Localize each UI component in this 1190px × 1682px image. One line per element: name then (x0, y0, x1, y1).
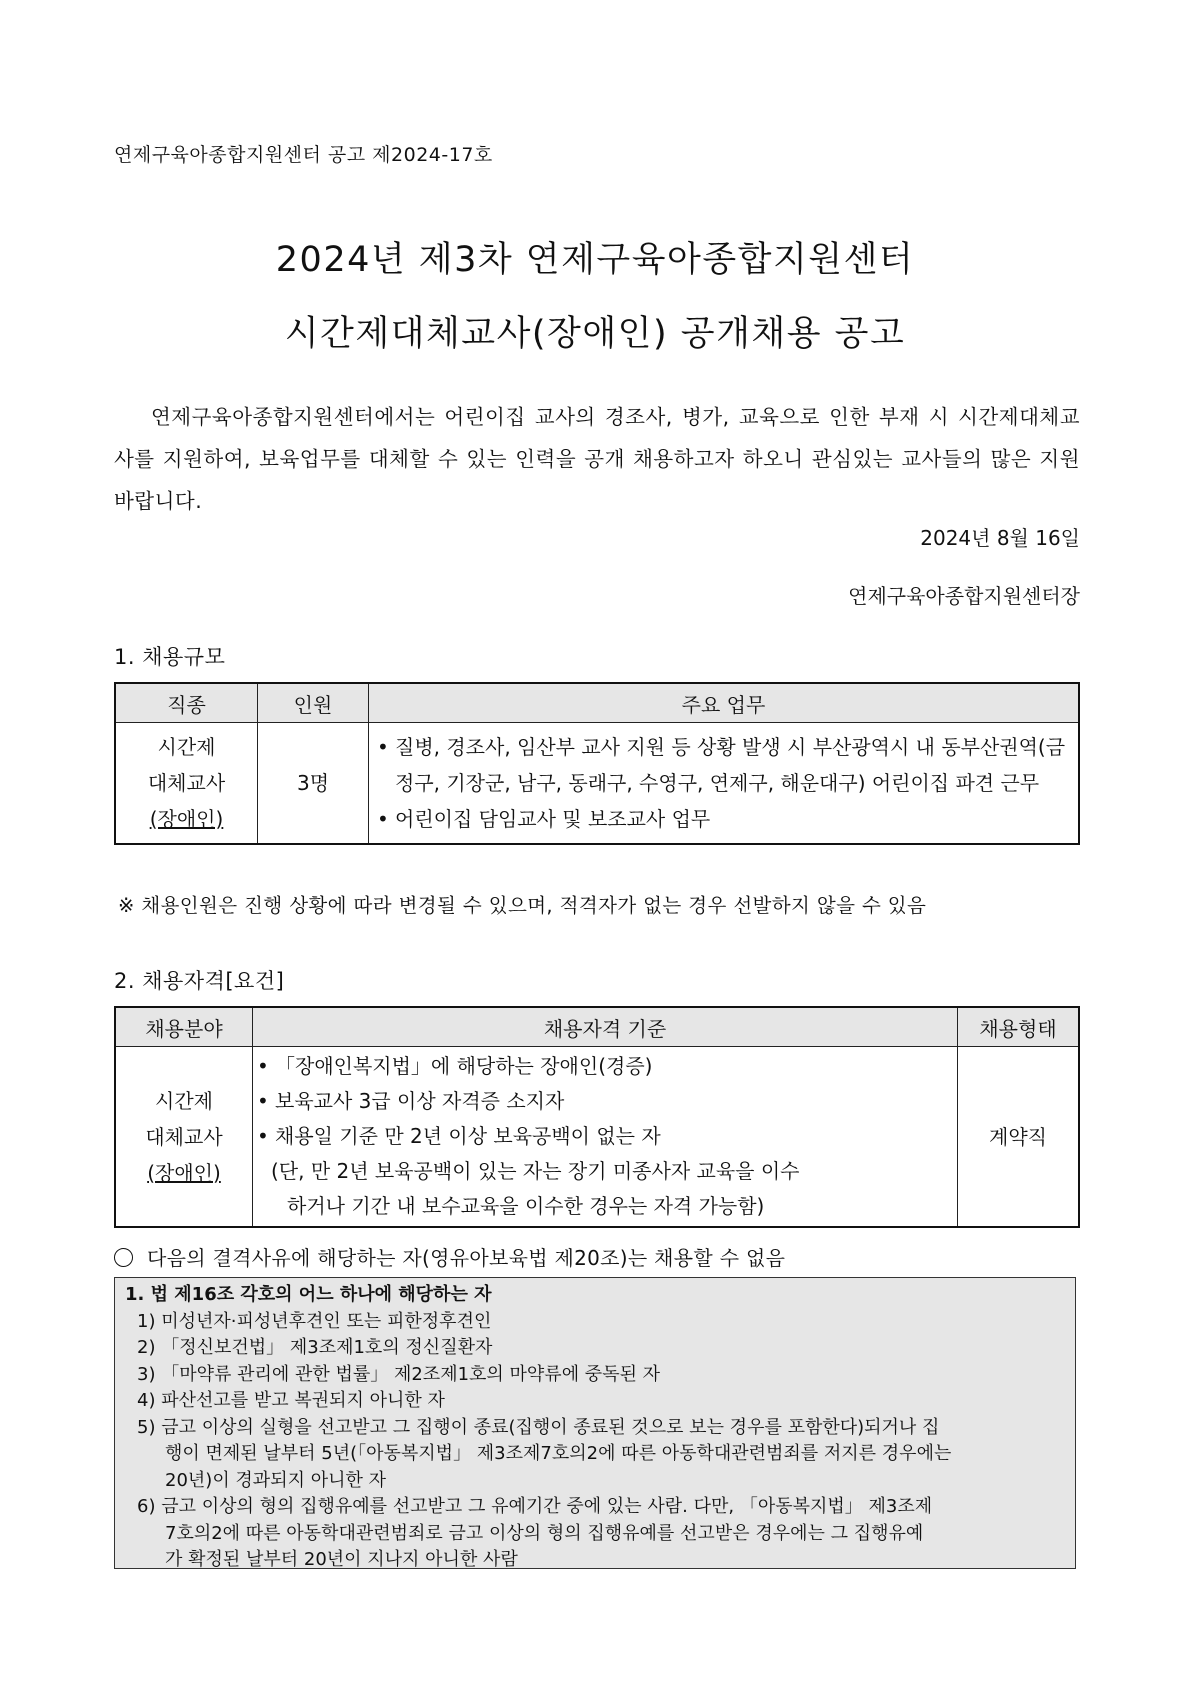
disqualification-head: 1. 법 제16조 각호의 어느 하나에 해당하는 자 (125, 1284, 492, 1305)
duties-cell (369, 723, 1080, 845)
qualification-table (114, 1006, 1080, 1228)
recruitment-scale-table (114, 682, 1080, 845)
header-employment-type: 채용형태 (958, 1007, 1080, 1047)
table-header-row (115, 683, 1079, 723)
section1-heading: 1. 채용규모 (114, 645, 226, 669)
list-item-continuation: 가 확정된 날부터 20년이 지나지 아니한 사람 (165, 1549, 518, 1570)
list-item: 1) 미성년자·피성년후견인 또는 피한정후견인 (137, 1310, 492, 1332)
list-item-continuation: 7호의2에 따른 아동학대관련범죄로 금고 이상의 형의 집행유예를 선고받은 경우에는 그 집행유예 (165, 1522, 924, 1544)
list-item: 6) 금고 이상의 형의 집행유예를 선고받고 그 유예기간 중에 있는 사람. 다만, 「아동복지법」 제3조제 (137, 1496, 933, 1517)
header-criteria: 채용자격 기준 (253, 1007, 958, 1047)
list-item: 2) 「정신보건법」 제3조제1호의 정신질환자 (137, 1337, 493, 1358)
criteria-note-line: 하거나 기간 내 보수교육을 이수한 경우는 자격 가능함) (287, 1194, 765, 1218)
headcount-note: ※ 채용인원은 진행 상황에 따라 변경될 수 있으며, 적격자가 없는 경우 선발하지 않을 수 있음 (118, 894, 927, 917)
list-item: • 질병, 경조사, 임산부 교사 지원 등 상황 발생 시 부산광역시 내 동부산권역(금정구, 기장군, 남구, 동래구, 수영구, 연제구, 해운대구) 어린이집 파견 근무 (377, 729, 1074, 801)
title-line-2: 시간제대체교사(장애인) 공개채용 공고 (284, 314, 906, 354)
employment-type-cell: 계약직 (958, 1047, 1080, 1228)
list-item-continuation: 행이 면제된 날부터 5년(「아동복지법」 제3조제7호의2에 따른 아동학대관련범죄를 저지른 경우에는 (165, 1443, 952, 1464)
disqualification-intro (114, 1242, 785, 1271)
criteria-note-line: (단, 만 2년 보육공백이 있는 자는 장기 미종사자 교육을 이수 (271, 1159, 800, 1183)
duties-list (369, 723, 1078, 843)
field-cell (115, 1047, 253, 1228)
header-job-type: 직종 (115, 683, 258, 723)
header-field: 채용분야 (115, 1007, 253, 1047)
job-type-line: (장애인) (149, 807, 224, 831)
list-item: 4) 파산선고를 받고 복권되지 아니한 자 (137, 1390, 445, 1411)
field-line: (장애인) (147, 1160, 221, 1185)
field-line: 시간제 (155, 1088, 213, 1113)
announcement-date: 2024년 8월 16일 (920, 526, 1080, 550)
table-row (115, 723, 1079, 845)
list-item: • 어린이집 담임교사 및 보조교사 업무 (377, 801, 1074, 837)
headcount-cell: 3명 (258, 723, 369, 845)
title-line-1: 2024년 제3차 연제구육아종합지원센터 (275, 240, 915, 280)
job-type-cell (115, 723, 258, 845)
intro-paragraph: 연제구육아종합지원센터에서는 어린이집 교사의 경조사, 병가, 교육으로 인한 부재 시 시간제대체교사를 지원하여, 보육업무를 대체할 수 있는 인력을 공개 채용하고자 하오니 관심있는 교사들의 많은 지원 바랍니다. (114, 405, 1080, 513)
table-row (115, 1047, 1079, 1228)
signer: 연제구육아종합지원센터장 (848, 584, 1080, 608)
document-number: 연제구육아종합지원센터 공고 제2024-17호 (114, 144, 493, 166)
criteria-cell (253, 1047, 958, 1228)
list-item: • 채용일 기준 만 2년 이상 보육공백이 없는 자 (257, 1119, 953, 1154)
disqualification-intro-text: 다음의 결격사유에 해당하는 자(영유아보육법 제20조)는 채용할 수 없음 (147, 1246, 786, 1270)
table-header-row (115, 1007, 1079, 1047)
disqualification-box (114, 1277, 1076, 1569)
list-item-continuation: 20년)이 경과되지 아니한 자 (165, 1469, 386, 1491)
list-item: • 보육교사 3급 이상 자격증 소지자 (257, 1084, 953, 1119)
list-item: 3) 「마약류 관리에 관한 법률」 제2조제1호의 마약류에 중독된 자 (137, 1363, 661, 1385)
header-headcount: 인원 (258, 683, 369, 723)
job-type-line: 시간제 (157, 735, 216, 759)
circle-bullet-icon (114, 1248, 133, 1267)
criteria-list (253, 1047, 957, 1226)
list-item: • 「장애인복지법」에 해당하는 장애인(경증) (257, 1049, 953, 1084)
header-main-duties: 주요 업무 (369, 683, 1080, 723)
list-item: 5) 금고 이상의 실형을 선고받고 그 집행이 종료(집행이 종료된 것으로 보는 경우를 포함한다)되거나 집 (137, 1416, 940, 1438)
field-line: 대체교사 (145, 1124, 223, 1149)
section2-heading: 2. 채용자격[요건] (114, 969, 285, 993)
job-type-line: 대체교사 (147, 771, 226, 795)
